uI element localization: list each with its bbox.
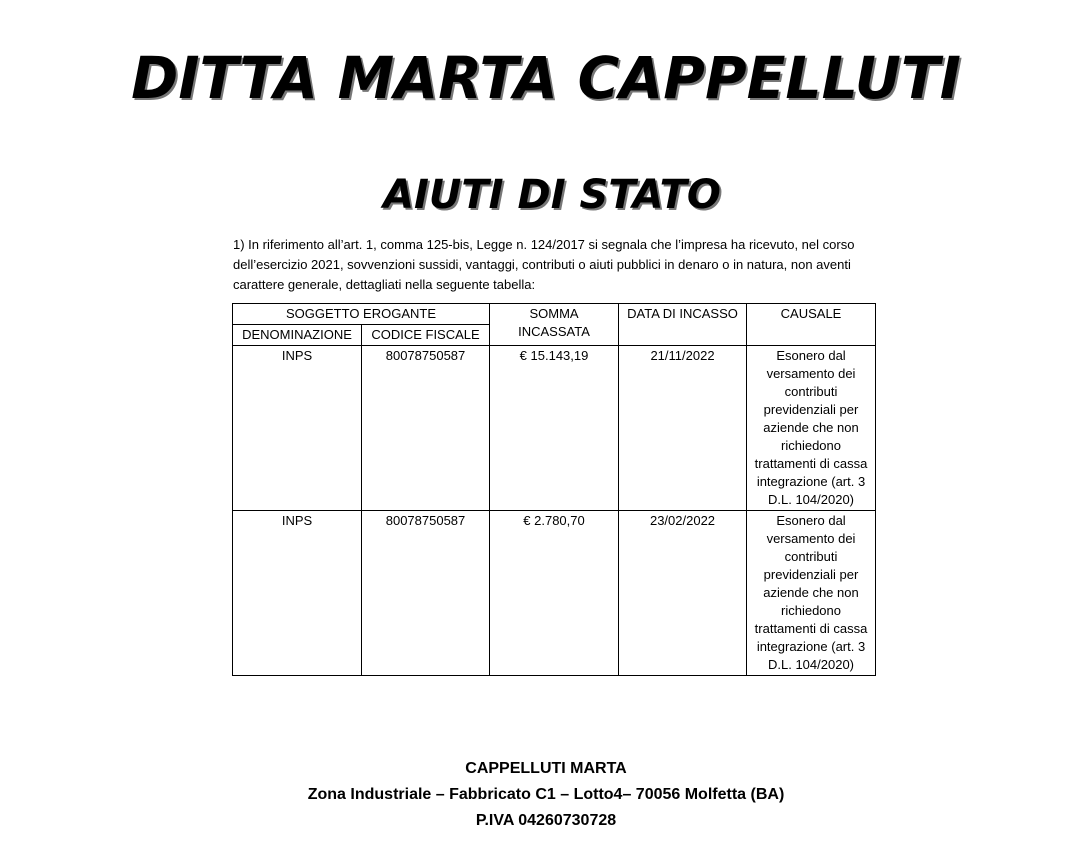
- cell-denominazione: INPS: [233, 346, 362, 511]
- cell-data: 21/11/2022: [619, 346, 747, 511]
- cell-data: 23/02/2022: [619, 511, 747, 676]
- table-row: [233, 346, 876, 511]
- cell-codice-fiscale: 80078750587: [362, 511, 490, 676]
- header-somma-incassata: SOMMA INCASSATA: [490, 304, 619, 346]
- company-title: DITTA MARTA CAPPELLUTI: [131, 44, 961, 112]
- state-aid-table: [232, 303, 876, 676]
- header-data-incasso: DATA DI INCASSO: [619, 304, 747, 346]
- cell-causale: Esonero dal versamento dei contributi previdenziali per aziende che non richiedono trattamenti di cassa integrazione (art. 3 D.L. 104/2020): [747, 511, 876, 676]
- footer-vat-number: P.IVA 04260730728: [475, 812, 617, 829]
- header-causale: CAUSALE: [747, 304, 876, 346]
- header-soggetto-erogante: SOGGETTO EROGANTE: [233, 304, 490, 325]
- table-header-row: [233, 304, 876, 325]
- cell-somma: € 2.780,70: [490, 511, 619, 676]
- cell-somma: € 15.143,19: [490, 346, 619, 511]
- table-row: [233, 511, 876, 676]
- footer-company-name: CAPPELLUTI MARTA: [465, 760, 627, 777]
- intro-paragraph: 1) In riferimento all’art. 1, comma 125-bis, Legge n. 124/2017 si segnala che l’impresa ha ricevuto, nel corso dell’esercizio 2021, sovvenzioni sussidi, vantaggi, contributi o aiuti pubblici in denaro o in natura, non aventi carattere generale, dettagliati nella seguente tabella:: [233, 237, 855, 292]
- cell-denominazione: INPS: [233, 511, 362, 676]
- section-title: AIUTI DI STATO: [383, 172, 721, 218]
- cell-codice-fiscale: 80078750587: [362, 346, 490, 511]
- cell-causale: Esonero dal versamento dei contributi previdenziali per aziende che non richiedono trattamenti di cassa integrazione (art. 3 D.L. 104/2020): [747, 346, 876, 511]
- header-denominazione: DENOMINAZIONE: [233, 325, 362, 346]
- footer-address: Zona Industriale – Fabbricato C1 – Lotto4– 70056 Molfetta (BA): [307, 786, 785, 803]
- header-codice-fiscale: CODICE FISCALE: [362, 325, 490, 346]
